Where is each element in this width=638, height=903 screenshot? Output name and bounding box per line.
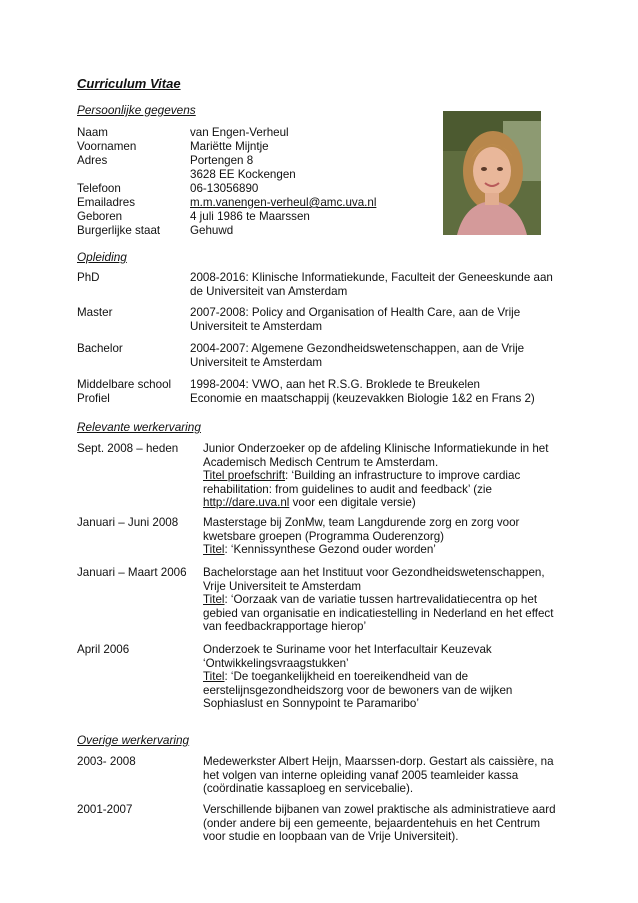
education-line: 2004-2007: Algemene Gezondheidswetenschappen, aan de Vrije [190,342,525,355]
education-label: Master [77,306,113,319]
experience-text [203,643,562,711]
experience-period: April 2006 [77,643,130,656]
experience-line: kwetsbare groepen (Programma Ouderenzorg) [203,529,445,543]
experience-line [203,670,562,684]
education-label: Middelbare school [77,378,172,391]
experience-text [203,516,562,557]
personal-value: Mariëtte Mijntje [190,140,269,153]
personal-label: Emailadres [77,196,135,209]
education-line: 2007-2008: Policy and Organisation of Health Care, aan de Vrije [190,306,521,319]
experience-text [203,803,562,844]
experience-period: Januari – Maart 2006 [77,566,187,579]
experience-line: van feedbackrapportage hierop’ [203,620,367,634]
experience-line: ‘Ontwikkelingsvraagstukken’ [203,656,349,670]
education-text [190,271,562,298]
education-line: de Universiteit van Amsterdam [190,284,348,298]
experience-line: (onder andere bij een gemeente, bejaardentehuis en het Centrum [203,816,541,830]
experience-text [203,442,562,510]
personal-value: Portengen 8 [190,154,254,167]
section-heading-personal: Persoonlijke gegevens [77,103,196,117]
title-label: Titel [203,543,225,557]
personal-label: Telefoon [77,182,121,195]
title-text: : ‘De toegankelijkheid en toereikendheid van de [224,670,469,684]
education-label: Bachelor [77,342,123,355]
section-heading-relevant: Relevante werkervaring [77,420,201,434]
experience-period: Sept. 2008 – heden [77,442,179,455]
experience-line [203,496,562,510]
email-link[interactable]: m.m.vanengen-verheul@amc.uva.nl [190,196,377,209]
education-text [190,378,562,405]
education-line: 1998-2004: VWO, aan het R.S.G. Broklede te Breukelen [190,378,481,391]
personal-value: Gehuwd [190,224,234,237]
experience-line: (coördinatie kassaploeg en servicebalie). [203,782,414,796]
experience-line: gebied van organisatie en indicatiestelling in Nederland en het effect [203,606,554,620]
experience-line: eerstelijnsgezondheidszorg voor de bewoners van de wijken [203,683,513,697]
experience-line: Sophiaslust en Sonnypoint te Paramaribo’ [203,697,419,711]
experience-line: rehabilitation: from guidelines to audit and feedback’ (zie [203,482,492,496]
personal-label: Adres [77,154,108,167]
title-text: : ‘Oorzaak van de variatie tussen hartrevalidatiecentra op het [224,593,538,607]
education-label: Profiel [77,391,110,405]
experience-period: 2001-2007 [77,803,133,816]
experience-line: Junior Onderzoeker op de afdeling Klinische Informatiekunde in het [203,442,549,455]
education-text [190,342,562,369]
document-title: Curriculum Vitae [77,76,181,91]
experience-line: Academisch Medisch Centrum te Amsterdam. [203,455,439,469]
education-line: 2008-2016: Klinische Informatiekunde, Faculteit der Geneeskunde aan [190,271,553,284]
education-line: Economie en maatschappij (keuzevakken Biologie 1&2 en Frans 2) [190,391,535,405]
experience-text [203,755,562,796]
experience-line: Medewerkster Albert Heijn, Maarssen-dorp. Gestart als caissière, na [203,755,554,768]
education-line: Universiteit te Amsterdam [190,355,323,369]
experience-text [203,566,562,634]
experience-line: het volgen van interne opleiding vanaf 2005 teamleider kassa [203,768,519,782]
experience-line: Onderzoek te Suriname voor het Interfacultair Keuzevak [203,643,492,656]
title-label: Titel [203,670,225,684]
experience-line [203,543,562,557]
education-label: PhD [77,271,100,284]
personal-label: Geboren [77,210,123,223]
experience-line: Vrije Universiteit te Amsterdam [203,579,362,593]
education-line: Universiteit te Amsterdam [190,319,323,333]
experience-line: voor studie en loopbaan van de Vrije Universiteit). [203,830,459,844]
experience-period: Januari – Juni 2008 [77,516,179,529]
title-text: : ‘Building an infrastructure to improve cardiac [285,469,521,483]
education-text [190,306,562,333]
personal-value: 3628 EE Kockengen [190,168,296,181]
personal-label: Voornamen [77,140,137,153]
personal-label: Burgerlijke staat [77,224,161,237]
title-label: Titel proefschrift [203,469,286,483]
personal-value: 06-13056890 [190,182,259,195]
experience-line: Verschillende bijbanen van zowel praktische als administratieve aard [203,803,556,816]
experience-line [203,469,562,483]
experience-line: Masterstage bij ZonMw, team Langdurende zorg en zorg voor [203,516,520,529]
dare-link[interactable]: http://dare.uva.nl [203,496,290,510]
personal-label: Naam [77,126,108,139]
experience-period: 2003- 2008 [77,755,136,768]
link-suffix: voor een digitale versie) [289,496,416,510]
profile-photo [443,111,541,235]
section-heading-education: Opleiding [77,250,127,264]
personal-value: 4 juli 1986 te Maarssen [190,210,310,223]
personal-value: van Engen-Verheul [190,126,289,139]
section-heading-other: Overige werkervaring [77,733,190,747]
title-text: : ‘Kennissynthese Gezond ouder worden’ [224,543,436,557]
title-label: Titel [203,593,225,607]
experience-line [203,593,562,607]
experience-line: Bachelorstage aan het Instituut voor Gezondheidswetenschappen, [203,566,545,579]
